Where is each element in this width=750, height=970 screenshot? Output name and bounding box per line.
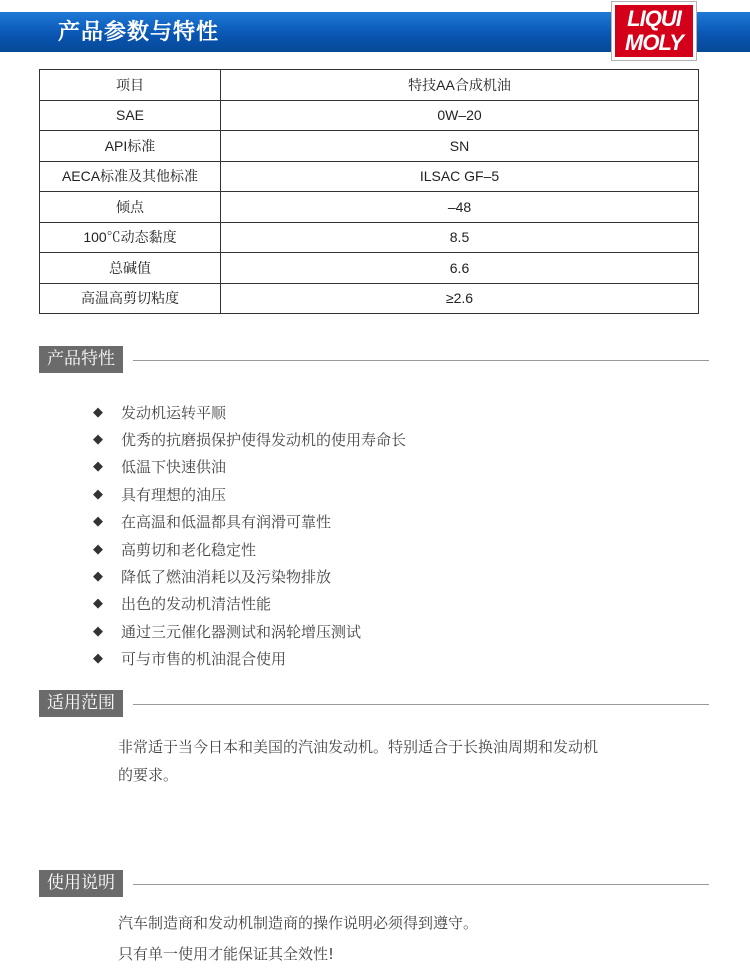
diamond-bullet-icon: ◆ xyxy=(93,486,103,502)
page-title: 产品参数与特性 xyxy=(58,20,220,45)
diamond-bullet-icon: ◆ xyxy=(93,404,103,420)
list-item xyxy=(93,646,406,673)
section-title-features: 产品特性 xyxy=(39,346,123,373)
feature-text: 低温下快速供油 xyxy=(121,458,227,477)
list-item xyxy=(93,399,406,426)
diamond-bullet-icon: ◆ xyxy=(93,623,103,639)
table-row xyxy=(40,283,699,314)
feature-text: 降低了燃油消耗以及污染物排放 xyxy=(121,568,332,587)
table-cell-value: –48 xyxy=(221,192,699,223)
section-divider xyxy=(133,704,709,705)
list-item xyxy=(93,536,406,563)
table-row xyxy=(40,222,699,253)
scope-line-2: 的要求。 xyxy=(118,766,179,784)
usage-line-1: 汽车制造商和发动机制造商的操作说明必须得到遵守。 xyxy=(118,914,479,932)
usage-line-2: 只有单一使用才能保证其全效性! xyxy=(118,945,335,963)
list-item xyxy=(93,591,406,618)
feature-text: 在高温和低温都具有润滑可靠性 xyxy=(121,513,332,532)
spec-table xyxy=(39,69,699,314)
table-cell-value: ≥2.6 xyxy=(221,283,699,314)
table-cell-label: AECA标准及其他标准 xyxy=(40,161,221,192)
table-row xyxy=(40,161,699,192)
section-title-scope: 适用范围 xyxy=(39,690,123,717)
list-item xyxy=(93,563,406,590)
table-row xyxy=(40,100,699,131)
feature-list xyxy=(93,399,406,673)
table-header-value: 特技AA合成机油 xyxy=(221,70,699,101)
logo-text-bottom: MOLY xyxy=(625,30,683,55)
table-row xyxy=(40,192,699,223)
feature-text: 具有理想的油压 xyxy=(121,485,227,504)
list-item xyxy=(93,509,406,536)
table-cell-label: 总碱值 xyxy=(40,253,221,284)
list-item xyxy=(93,426,406,453)
feature-text: 通过三元催化器测试和涡轮增压测试 xyxy=(121,622,362,641)
scope-paragraph xyxy=(118,733,598,789)
diamond-bullet-icon: ◆ xyxy=(93,514,103,530)
liqui-moly-logo xyxy=(612,2,696,60)
diamond-bullet-icon: ◆ xyxy=(93,432,103,448)
list-item xyxy=(93,618,406,645)
feature-text: 高剪切和老化稳定性 xyxy=(121,540,257,559)
table-cell-label: SAE xyxy=(40,100,221,131)
usage-paragraph xyxy=(118,908,478,970)
list-item xyxy=(93,481,406,508)
table-cell-value: 0W–20 xyxy=(221,100,699,131)
diamond-bullet-icon: ◆ xyxy=(93,596,103,612)
logo-text-top: LIQUI xyxy=(627,6,681,31)
diamond-bullet-icon: ◆ xyxy=(93,459,103,475)
diamond-bullet-icon: ◆ xyxy=(93,541,103,557)
table-cell-label: API标准 xyxy=(40,131,221,162)
table-cell-value: 8.5 xyxy=(221,222,699,253)
feature-text: 可与市售的机油混合使用 xyxy=(121,650,287,669)
feature-text: 优秀的抗磨损保护使得发动机的使用寿命长 xyxy=(121,431,407,450)
section-heading-scope xyxy=(39,690,709,717)
scope-line-1: 非常适于当今日本和美国的汽油发动机。特别适合于长换油周期和发动机 xyxy=(118,738,599,756)
table-cell-value: 6.6 xyxy=(221,253,699,284)
table-row xyxy=(40,253,699,284)
diamond-bullet-icon: ◆ xyxy=(93,651,103,667)
table-row xyxy=(40,131,699,162)
table-cell-value: SN xyxy=(221,131,699,162)
table-cell-label: 倾点 xyxy=(40,192,221,223)
table-header-label: 项目 xyxy=(40,70,221,101)
table-cell-value: ILSAC GF–5 xyxy=(221,161,699,192)
feature-text: 发动机运转平顺 xyxy=(121,403,227,422)
table-cell-label: 高温高剪切粘度 xyxy=(40,283,221,314)
section-heading-usage xyxy=(39,870,709,897)
section-divider xyxy=(133,884,709,885)
section-title-usage: 使用说明 xyxy=(39,870,123,897)
table-header-row xyxy=(40,70,699,101)
feature-text: 出色的发动机清洁性能 xyxy=(121,595,272,614)
list-item xyxy=(93,454,406,481)
diamond-bullet-icon: ◆ xyxy=(93,569,103,585)
section-heading-features xyxy=(39,346,709,373)
section-divider xyxy=(133,360,709,361)
table-cell-label: 100℃动态黏度 xyxy=(40,222,221,253)
